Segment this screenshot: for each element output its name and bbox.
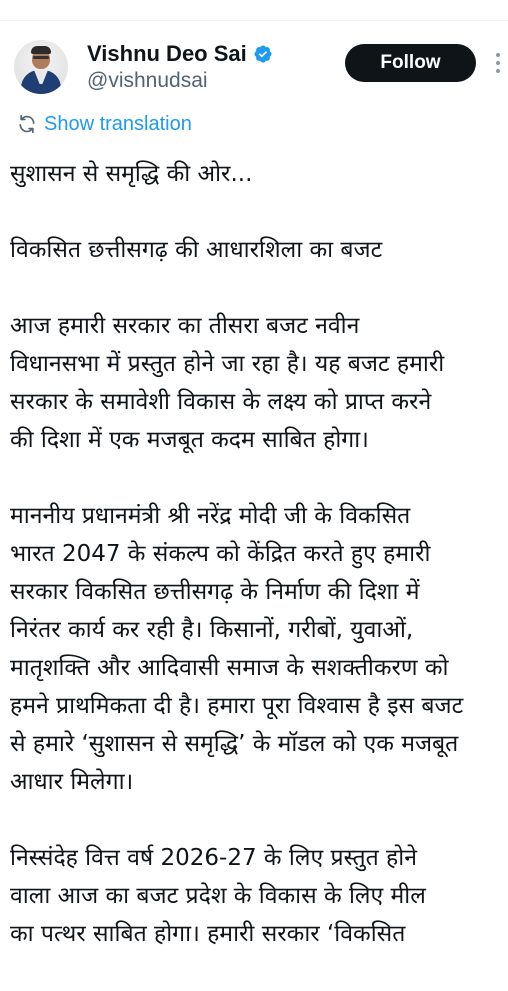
tweet-paragraph (10, 497, 508, 801)
tweet-line: मातृशक्ति और आदिवासी समाज के सशक्तीकरण को (10, 655, 449, 681)
tweet-header (0, 36, 508, 106)
tweet-line: आधार मिलेगा। (10, 769, 134, 795)
show-translation-link[interactable] (17, 111, 192, 137)
tweet-line: सुशासन से समृद्धि की ओर... (10, 161, 253, 187)
tweet-line: का पत्थर साबित होगा। हमारी सरकार ‘विकसित (10, 921, 406, 947)
tweet-line: सरकार के समावेशी विकास के लक्ष्य को प्राप्त करने (10, 389, 432, 415)
tweet-line: भारत 2047 के संकल्प को केंद्रित करते हुए हमारी (10, 541, 431, 567)
tweet-paragraph (10, 155, 508, 193)
tweet-paragraph (10, 307, 508, 459)
translate-icon (17, 114, 37, 134)
tweet-line: विकसित छत्तीसगढ़ की आधारशिला का बजट (10, 237, 383, 263)
tweet-paragraph (10, 231, 508, 269)
verified-badge-icon (253, 44, 273, 64)
author-name-row (87, 39, 273, 69)
tweet-line: आज हमारी सरकार का तीसरा बजट नवीन (10, 313, 360, 339)
follow-button[interactable]: Follow (345, 44, 476, 82)
show-translation-label: Show translation (44, 112, 192, 135)
tweet-paragraph (10, 839, 508, 953)
tweet-line: निस्संदेह वित्त वर्ष 2026-27 के लिए प्रस्तुत होने (10, 845, 417, 871)
tweet-line: वाला आज का बजट प्रदेश के विकास के लिए मील (10, 883, 426, 909)
tweet-line: से हमारे ‘सुशासन से समृद्धि’ के मॉडल को एक मजबूत (10, 731, 459, 757)
tweet-line: विधानसभा में प्रस्तुत होने जा रहा है। यह बजट हमारी (10, 351, 445, 377)
author-handle[interactable]: @vishnudsai (87, 69, 208, 92)
tweet-text (10, 155, 508, 991)
avatar[interactable] (14, 40, 68, 94)
tweet-line: निरंतर कार्य कर रही है। किसानों, गरीबों, युवाओं, (10, 617, 414, 643)
tweet-line: हमने प्राथमिकता दी है। हमारा पूरा विश्वास है इस बजट (10, 693, 464, 719)
tweet-line: माननीय प्रधानमंत्री श्री नरेंद्र मोदी जी के विकसित (10, 503, 411, 529)
author-display-name[interactable]: Vishnu Deo Sai (87, 41, 247, 66)
top-divider (0, 20, 508, 21)
tweet-line: की दिशा में एक मजबूत कदम साबित होगा। (10, 427, 369, 453)
tweet-line: सरकार विकसित छत्तीसगढ़ के निर्माण की दिशा में (10, 579, 420, 605)
more-vertical-icon[interactable] (494, 53, 502, 75)
